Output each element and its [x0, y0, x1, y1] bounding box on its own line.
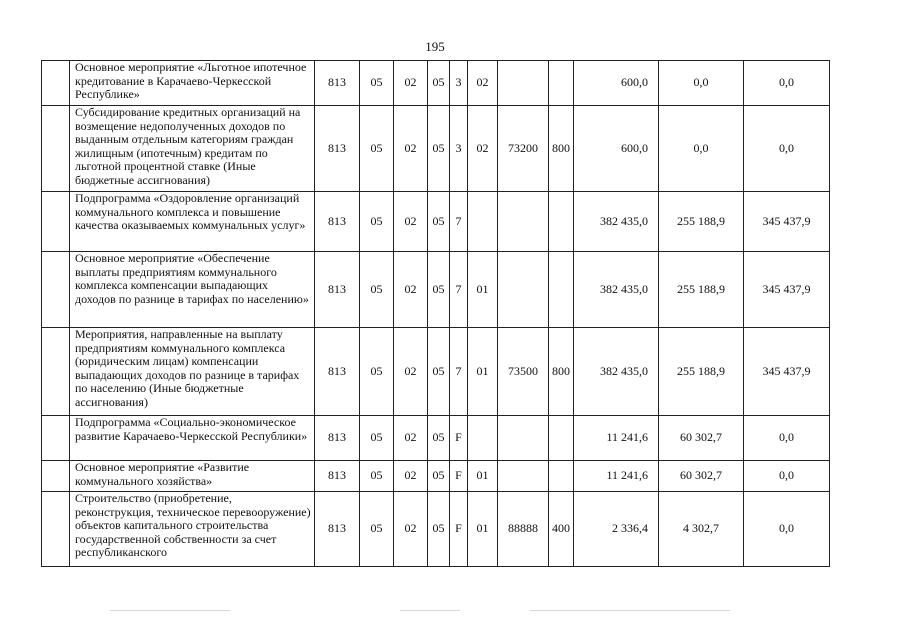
row-direction: 73200 [498, 106, 549, 192]
row-value-1: 600,0 [574, 106, 659, 192]
row-subprogram: 7 [450, 328, 468, 416]
row-subsection: 02 [394, 61, 428, 106]
row-event: 02 [468, 61, 498, 106]
row-event: 01 [468, 252, 498, 328]
blank-cell [42, 416, 70, 461]
row-expense-type [549, 61, 574, 106]
row-subprogram: 7 [450, 252, 468, 328]
row-direction [498, 192, 549, 252]
row-subsection: 02 [394, 461, 428, 492]
footer-divider [530, 610, 730, 611]
blank-cell [42, 192, 70, 252]
row-value-1: 600,0 [574, 61, 659, 106]
row-value-3: 0,0 [744, 492, 830, 567]
row-program: 05 [428, 61, 450, 106]
row-name: Основное мероприятие «Льготное ипотечное кредитование в Карачаево-Черкесской Республике» [70, 61, 315, 106]
table-row [42, 416, 830, 461]
row-code: 813 [315, 328, 360, 416]
row-code: 813 [315, 252, 360, 328]
page-number: 195 [425, 39, 445, 54]
blank-cell [42, 61, 70, 106]
row-event: 01 [468, 461, 498, 492]
row-value-1: 382 435,0 [574, 328, 659, 416]
row-value-1: 382 435,0 [574, 252, 659, 328]
row-subsection: 02 [394, 492, 428, 567]
row-program: 05 [428, 192, 450, 252]
row-code: 813 [315, 416, 360, 461]
row-value-2: 0,0 [659, 106, 744, 192]
row-program: 05 [428, 461, 450, 492]
table-row [42, 106, 830, 192]
row-value-1: 2 336,4 [574, 492, 659, 567]
row-section: 05 [360, 106, 394, 192]
budget-table [41, 60, 830, 567]
row-value-1: 11 241,6 [574, 461, 659, 492]
row-expense-type [549, 192, 574, 252]
row-expense-type: 800 [549, 106, 574, 192]
row-code: 813 [315, 106, 360, 192]
table-row [42, 328, 830, 416]
row-value-3: 0,0 [744, 461, 830, 492]
row-program: 05 [428, 492, 450, 567]
row-expense-type: 400 [549, 492, 574, 567]
row-name: Подпрограмма «Социально-экономическое развитие Карачаево-Черкесской Республики» [70, 416, 315, 461]
row-direction [498, 252, 549, 328]
row-section: 05 [360, 492, 394, 567]
row-value-2: 255 188,9 [659, 328, 744, 416]
footer-divider [110, 610, 230, 611]
row-event [468, 192, 498, 252]
row-name: Мероприятия, направленные на выплату предприятиям коммунального комплекса (юридическим лицам) компенсации выпадающих доходов по разнице в тарифах по населению (Иные бюджетные ассигнования) [70, 328, 315, 416]
row-subprogram: 3 [450, 106, 468, 192]
row-subsection: 02 [394, 416, 428, 461]
row-subprogram: F [450, 416, 468, 461]
blank-cell [42, 328, 70, 416]
row-expense-type [549, 416, 574, 461]
row-subsection: 02 [394, 328, 428, 416]
row-subsection: 02 [394, 252, 428, 328]
row-section: 05 [360, 461, 394, 492]
row-expense-type: 800 [549, 328, 574, 416]
row-value-2: 255 188,9 [659, 252, 744, 328]
table-row [42, 492, 830, 567]
row-name: Строительство (приобретение, реконструкция, техническое перевооружение) объектов капитального строительства государственной собственности за счет республиканского [70, 492, 315, 567]
row-name: Основное мероприятие «Обеспечение выплаты предприятиям коммунального комплекса компенсации выпадающих доходов по разнице в тарифах по населению» [70, 252, 315, 328]
row-program: 05 [428, 252, 450, 328]
row-code: 813 [315, 192, 360, 252]
row-direction [498, 416, 549, 461]
row-value-3: 345 437,9 [744, 328, 830, 416]
row-value-2: 60 302,7 [659, 416, 744, 461]
row-code: 813 [315, 461, 360, 492]
row-value-1: 382 435,0 [574, 192, 659, 252]
row-event [468, 416, 498, 461]
row-name: Основное мероприятие «Развитие коммунального хозяйства» [70, 461, 315, 492]
row-subprogram: F [450, 461, 468, 492]
row-subprogram: 3 [450, 61, 468, 106]
row-expense-type [549, 252, 574, 328]
row-program: 05 [428, 416, 450, 461]
blank-cell [42, 461, 70, 492]
row-name: Субсидирование кредитных организаций на возмещение недополученных доходов по выданным отдельным категориям граждан жилищным (ипотечным) кредитам по льготной процентной ставке (Иные бюджетные ассигнования) [70, 106, 315, 192]
blank-cell [42, 252, 70, 328]
blank-cell [42, 106, 70, 192]
row-value-2: 4 302,7 [659, 492, 744, 567]
row-value-2: 60 302,7 [659, 461, 744, 492]
row-event: 02 [468, 106, 498, 192]
row-direction [498, 461, 549, 492]
table-row [42, 252, 830, 328]
row-section: 05 [360, 61, 394, 106]
table-row [42, 461, 830, 492]
row-subprogram: 7 [450, 192, 468, 252]
row-value-3: 345 437,9 [744, 192, 830, 252]
row-direction: 73500 [498, 328, 549, 416]
row-code: 813 [315, 61, 360, 106]
table-row [42, 61, 830, 106]
row-section: 05 [360, 416, 394, 461]
row-event: 01 [468, 328, 498, 416]
row-subsection: 02 [394, 192, 428, 252]
row-section: 05 [360, 252, 394, 328]
row-value-2: 0,0 [659, 61, 744, 106]
row-value-3: 0,0 [744, 106, 830, 192]
row-program: 05 [428, 106, 450, 192]
row-subsection: 02 [394, 106, 428, 192]
row-value-2: 255 188,9 [659, 192, 744, 252]
row-value-3: 345 437,9 [744, 252, 830, 328]
row-section: 05 [360, 192, 394, 252]
row-direction [498, 61, 549, 106]
row-value-3: 0,0 [744, 416, 830, 461]
blank-cell [42, 492, 70, 567]
row-value-3: 0,0 [744, 61, 830, 106]
footer-divider [400, 610, 460, 611]
row-program: 05 [428, 328, 450, 416]
row-subprogram: F [450, 492, 468, 567]
row-direction: 88888 [498, 492, 549, 567]
row-expense-type [549, 461, 574, 492]
table-row [42, 192, 830, 252]
row-value-1: 11 241,6 [574, 416, 659, 461]
row-code: 813 [315, 492, 360, 567]
row-event: 01 [468, 492, 498, 567]
row-name: Подпрограмма «Оздоровление организаций коммунального комплекса и повышение качества оказываемых коммунальных услуг» [70, 192, 315, 252]
row-section: 05 [360, 328, 394, 416]
